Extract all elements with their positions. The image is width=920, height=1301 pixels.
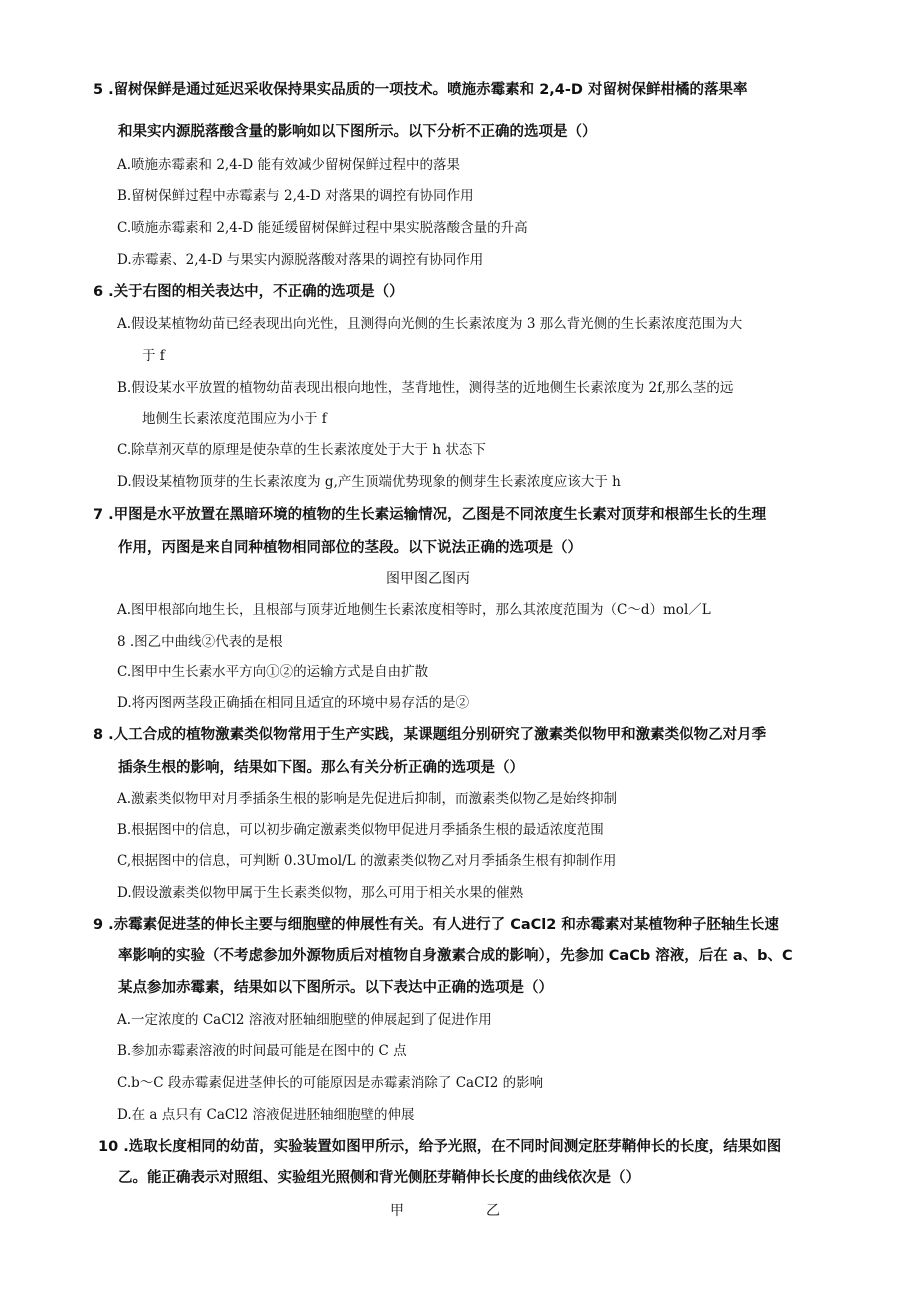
q9-stem-line3: 某点参加赤霉素，结果如以下图所示。以下表达中正确的选项是（）	[118, 980, 553, 996]
q6-option-b-line1: B.假设某水平放置的植物幼苗表现出根向地性，茎背地性，测得茎的近地侧生长素浓度为 2f,那么茎的远	[117, 380, 734, 396]
q8-option-d: D.假设激素类似物甲属于生长素类似物，那么可用于相关水果的催熟	[117, 885, 524, 901]
q5-stem-line2: 和果实内源脱落酸含量的影响如以下图所示。以下分析不正确的选项是（）	[118, 124, 597, 140]
q8-option-b: B.根据图中的信息，可以初步确定激素类似物甲促进月季插条生根的最适浓度范围	[117, 822, 604, 838]
q6-stem: 6 .关于右图的相关表达中，不正确的选项是（）	[93, 284, 404, 300]
q6-option-b-line2: 地侧生长素浓度范围应为小于 f	[142, 411, 327, 427]
q5-option-d: D.赤霉素、2,4-D 与果实内源脱落酸对落果的调控有协同作用	[117, 252, 484, 268]
q7-stem-line1: 7 .甲图是水平放置在黑暗环境的植物的生长素运输情况，乙图是不同浓度生长素对顶芽和根部生长的生理	[93, 507, 767, 523]
q7-option-b: 8 .图乙中曲线②代表的是根	[117, 634, 283, 650]
q6-option-a-line2: 于 f	[142, 348, 165, 364]
q6-option-d: D.假设某植物顶芽的生长素浓度为 g,产生顶端优势现象的侧芽生长素浓度应该大于 h	[117, 474, 621, 490]
q10-caption-right: 乙	[486, 1203, 500, 1219]
q6-option-c: C.除草剂灭草的原理是使杂草的生长素浓度处于大于 h 状态下	[117, 442, 486, 458]
q7-stem-line2: 作用，丙图是来自同种植物相同部位的茎段。以下说法正确的选项是（）	[118, 540, 582, 556]
q7-option-a: A.图甲根部向地生长，且根部与顶芽近地侧生长素浓度相等时，那么其浓度范围为（C～d）mol／L	[117, 602, 711, 618]
q8-option-a: A.激素类似物甲对月季插条生根的影响是先促进后抑制，而激素类似物乙是始终抑制	[117, 791, 618, 807]
q10-stem-line2: 乙。能正确表示对照组、实验组光照侧和背光侧胚芽鞘伸长长度的曲线依次是（）	[118, 1170, 640, 1186]
q7-figure-caption: 图甲图乙图丙	[386, 571, 470, 587]
q7-option-d: D.将丙图两茎段正确插在相同且适宜的环境中易存活的是②	[117, 695, 470, 711]
q5-stem-line1: 5 .留树保鲜是通过延迟采收保持果实品质的一项技术。喷施赤霉素和 2,4-D 对留树保鲜柑橘的落果率	[93, 82, 748, 98]
q5-option-b: B.留树保鲜过程中赤霉素与 2,4-D 对落果的调控有协同作用	[117, 188, 474, 204]
q5-option-a: A.喷施赤霉素和 2,4-D 能有效减少留树保鲜过程中的落果	[117, 157, 460, 173]
q10-stem-line1: 10 .选取长度相同的幼苗，实验装置如图甲所示，给予光照，在不同时间测定胚芽鞘伸长的长度，结果如图	[98, 1139, 782, 1155]
q7-option-c: C.图甲中生长素水平方向①②的运输方式是自由扩散	[117, 664, 429, 680]
q8-stem-line1: 8 .人工合成的植物激素类似物常用于生产实践，某课题组分别研究了激素类似物甲和激素类似物乙对月季	[93, 727, 767, 743]
q9-option-a: A.一定浓度的 CaCl2 溶液对胚轴细胞壁的伸展起到了促进作用	[117, 1012, 492, 1028]
q5-option-c: C.喷施赤霉素和 2,4-D 能延缓留树保鲜过程中果实脱落酸含量的升高	[117, 220, 528, 236]
q9-option-c: C.b～C 段赤霉素促进茎伸长的可能原因是赤霉素消除了 CaCI2 的影响	[117, 1075, 544, 1091]
q6-option-a-line1: A.假设某植物幼苗已经表现出向光性，且测得向光侧的生长素浓度为 3 那么背光侧的生长素浓度范围为大	[117, 316, 743, 332]
q10-caption-left: 甲	[390, 1203, 404, 1219]
q9-stem-line2: 率影响的实验（不考虑参加外源物质后对植物自身激素合成的影响），先参加 CaCb 溶液，后在 a、b、C	[118, 948, 793, 964]
q9-stem-line1: 9 .赤霉素促进茎的伸长主要与细胞壁的伸展性有关。有人进行了 CaCl2 和赤霉素对某植物种子胚轴生长速	[93, 917, 779, 933]
q8-stem-line2: 插条生根的影响，结果如下图。那么有关分析正确的选项是（）	[118, 760, 524, 776]
q8-option-c: C,根据图中的信息，可判断 0.3Umol/L 的激素类似物乙对月季插条生根有抑制作用	[117, 853, 617, 869]
q9-option-b: B.参加赤霉素溶液的时间最可能是在图中的 C 点	[117, 1043, 407, 1059]
q9-option-d: D.在 a 点只有 CaCl2 溶液促进胚轴细胞壁的伸展	[117, 1107, 415, 1123]
